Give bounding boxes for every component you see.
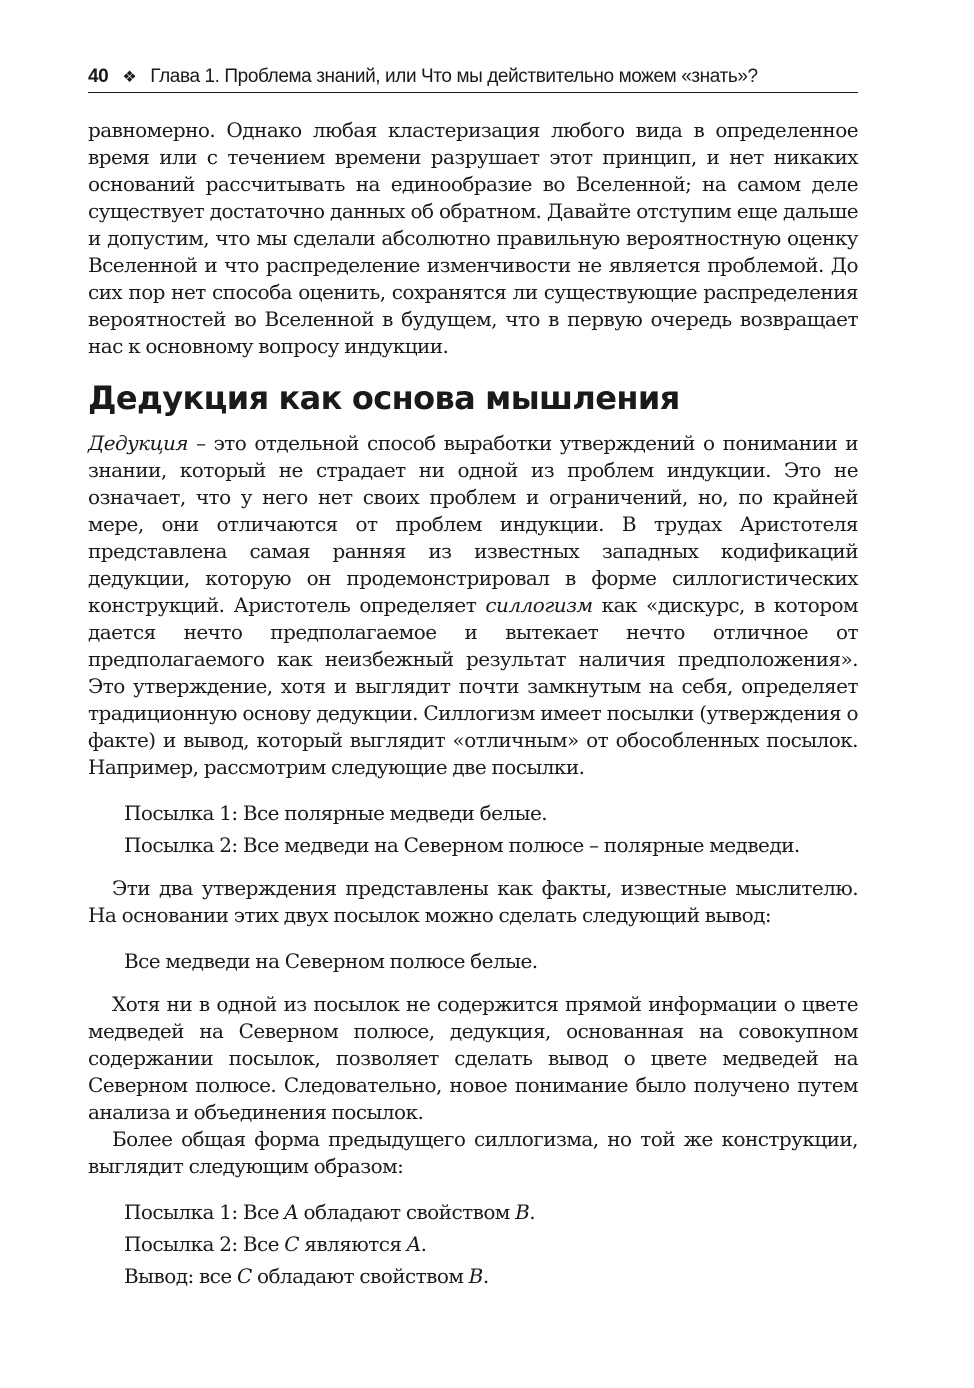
paragraph-2-text-a: – это отдельной способ выработки утверждений о понимании и знании, который не страдает ни одной из проблем индукции. Это не означает, что у него нет своих проблем и ограничений, но, по крайней мере, они отличаются от проблем индукции. В трудах Аристотеля представлена самая ранняя из известных западных кодификаций дедукции, которую он продемонстрировал в форме силлогистических конструкций. Аристотель определяет	[88, 431, 858, 617]
diamond-ornament-icon: ❖	[122, 69, 137, 86]
gf1-text-b: обладают свойством	[298, 1200, 516, 1224]
premise-2: Посылка 2: Все медведи на Северном полюсе – полярные медведи.	[124, 833, 800, 857]
gf2-text-b: являются	[299, 1232, 407, 1256]
gf2-var-a: A	[406, 1232, 421, 1256]
paragraph-5: Более общая форма предыдущего силлогизма, но той же конструкции, выглядит следующим образом:	[88, 1127, 858, 1178]
conclusion-block	[88, 945, 858, 977]
page-number: 40	[88, 66, 109, 87]
gf1-text-c: .	[529, 1200, 536, 1224]
gf3-var-c: C	[236, 1264, 252, 1288]
term-deduction: Дедукция	[88, 431, 188, 455]
section-title: Дедукция как основа мышления	[88, 379, 680, 417]
general-form-block	[88, 1196, 858, 1292]
gf1-var-a: A	[284, 1200, 299, 1224]
paragraph-2-text-b: как «дискурс, в котором дается нечто предполагаемое и вытекает нечто отличное от предполагаемого как неизбежный результат наличия предположения». Это утверждение, хотя и выглядит почти замкнутым на себя, определяет традиционную основу дедукции. Силлогизм имеет посылки (утверждения о факте) и вывод, который выглядит «отличным» от обособленных посылок. Например, рассмотрим следующие две посылки.	[88, 593, 859, 779]
gf2-text-a: Посылка 2: Все	[124, 1232, 285, 1256]
general-premise-1	[124, 1196, 858, 1228]
paragraph-2	[88, 430, 858, 781]
paragraph-3: Эти два утверждения представлены как факты, известные мыслителю. На основании этих двух посылок можно сделать следующий вывод:	[88, 876, 858, 927]
gf1-var-b: B	[515, 1200, 530, 1224]
gf3-text-a: Вывод: все	[124, 1264, 237, 1288]
book-page	[88, 66, 858, 1306]
term-syllogism: силлогизм	[485, 593, 593, 617]
paragraph-1: равномерно. Однако любая кластеризация любого вида в определенное время или с течением времени разрушает этот принцип, и нет никаких оснований рассчитывать на единообразие во Вселенной; на самом деле существует достаточно данных об обратном. Давайте отступим еще дальше и допустим, что мы сделали абсолютно правильную вероятностную оценку Вселенной и что распределение изменчивости не является проблемой. До сих пор нет способа оценить, сохранятся ли существующие распределения вероятностей во Вселенной в будущем, что в первую очередь возвращает нас к основному вопросу индукции.	[88, 118, 858, 358]
conclusion: Все медведи на Северном полюсе белые.	[124, 949, 538, 973]
chapter-title: Глава 1. Проблема знаний, или Что мы действительно можем «знать»?	[150, 66, 758, 87]
general-conclusion	[124, 1260, 858, 1292]
gf2-var-c: C	[284, 1232, 300, 1256]
premises-block-1	[88, 797, 858, 861]
running-header	[88, 66, 858, 93]
paragraph-4: Хотя ни в одной из посылок не содержится прямой информации о цвете медведей на Северном полюсе, дедукция, основанная на совокупном содержании посылок, позволяет сделать вывод о цвете медведей на Северном полюсе. Следовательно, новое понимание было получено путем анализа и объединения посылок.	[88, 992, 858, 1124]
body-text	[88, 117, 858, 1292]
gf3-text-b: обладают свойством	[251, 1264, 469, 1288]
general-premise-2	[124, 1228, 858, 1260]
premise-1: Посылка 1: Все полярные медведи белые.	[124, 801, 548, 825]
gf2-text-c: .	[420, 1232, 427, 1256]
gf3-var-b: B	[468, 1264, 483, 1288]
gf3-text-c: .	[482, 1264, 489, 1288]
gf1-text-a: Посылка 1: Все	[124, 1200, 285, 1224]
